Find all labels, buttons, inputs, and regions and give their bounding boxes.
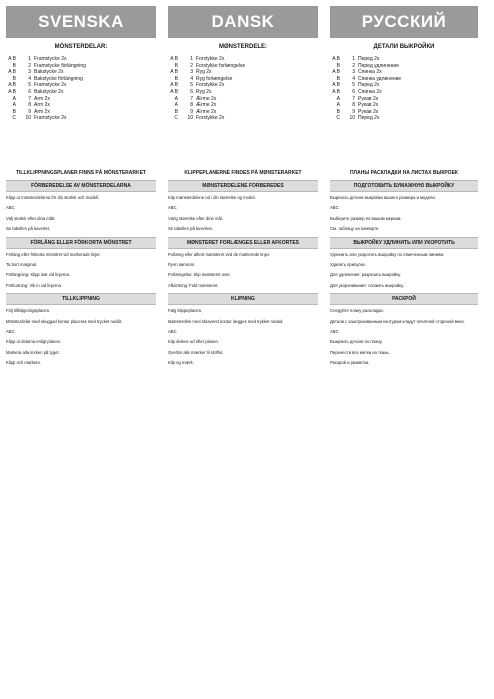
piece-item xyxy=(330,115,478,122)
piece-variant: B xyxy=(174,108,178,115)
piece-item xyxy=(6,56,156,63)
paragraph: Följ tillklippningsplanen. xyxy=(6,308,51,314)
piece-name: Ryg forlængelse xyxy=(196,75,233,82)
piece-name: Bakstycke 2x xyxy=(34,69,64,76)
piece-name: Ärm 2x xyxy=(34,102,50,109)
piece-number: 1 xyxy=(28,56,31,62)
paragraph: Выкроить детали по плану. xyxy=(330,339,383,345)
piece-name: Bakstycke förlängning xyxy=(34,75,83,82)
piece-name: Спинка 2x xyxy=(358,88,382,95)
column-header: DANSK xyxy=(168,6,318,38)
cutting-plan-note: TILLKLIPPNINGSPLANER FINNS PÅ MÖNSTERARKET xyxy=(15,170,146,176)
piece-number: 9 xyxy=(352,108,355,115)
piece-item xyxy=(6,82,156,89)
piece-item xyxy=(6,76,156,83)
piece-item xyxy=(168,63,318,70)
piece-item xyxy=(6,63,156,70)
cutting-plan-note: KLIPPEPLANERNE FINDES PÅ MØNSTERARKET xyxy=(184,170,302,176)
piece-variant: B xyxy=(336,62,340,69)
piece-variant: A B xyxy=(170,82,178,89)
piece-number: 7 xyxy=(28,95,31,102)
piece-name: Framstycke 2x xyxy=(34,82,67,89)
section-bar-lengthen: MØNSTERET FORLÆNGES ELLER AFKORTES xyxy=(168,237,318,249)
cutting-plan-note: ПЛАНЫ РАСКЛАДКИ НА ЛИСТАХ ВЫКРОЕК xyxy=(350,170,458,176)
piece-variant: A B xyxy=(332,82,340,89)
paragraph: Förkortning: Vik in vid linjerna. xyxy=(6,282,63,288)
piece-item xyxy=(330,109,478,116)
piece-name: Рукав 2x xyxy=(358,108,379,115)
paragraph: См. таблицу на конверте. xyxy=(330,226,380,232)
piece-number: 5 xyxy=(28,82,31,89)
piece-number: 2 xyxy=(28,62,31,69)
section-bar-cutting: TILLKLIPPNING xyxy=(6,293,156,305)
piece-name: Framstycke 2x xyxy=(34,115,67,122)
section-bar-lengthen: FÖRLÄNG ELLER FÖRKORTA MÖNSTRET xyxy=(6,237,156,249)
piece-name: Ryg 2x xyxy=(196,88,212,95)
paragraph: Klip og mærk. xyxy=(168,360,194,366)
paragraph: Klipp och markera. xyxy=(6,360,41,366)
piece-item xyxy=(6,96,156,103)
paragraph: Se tabellen på kuvertet. xyxy=(6,226,50,232)
piece-name: Framstycke 2x xyxy=(34,56,67,62)
piece-item xyxy=(168,82,318,89)
piece-item xyxy=(168,109,318,116)
piece-number: 7 xyxy=(190,95,193,102)
pieces-heading: ДЕТАЛИ ВЫКРОЙКИ xyxy=(373,44,435,50)
piece-number: 6 xyxy=(28,88,31,95)
piece-variant: A xyxy=(336,95,340,102)
piece-variant: A B xyxy=(170,69,178,76)
pieces-heading: MØNSTERDELE: xyxy=(219,44,267,50)
piece-item xyxy=(168,76,318,83)
paragraph: Klipp ut delarna enligt planen. xyxy=(6,339,62,345)
paragraph: Förlängning: Klipp isär vid linjerna. xyxy=(6,272,71,278)
paragraph: Выберите размер по вашим меркам. xyxy=(330,215,402,221)
piece-name: Framstycke förlängning xyxy=(34,62,86,69)
paragraph: Для удлинения: разрезать выкройку. xyxy=(330,272,402,278)
section-bar-lengthen: ВЫКРОЙКУ УДЛИНИТЬ ИЛИ УКОРОТИТЬ xyxy=(330,237,478,249)
piece-variant: C xyxy=(174,115,178,122)
piece-number: 4 xyxy=(190,75,193,82)
paragraph: Klip delene ud efter planen. xyxy=(168,339,219,345)
piece-number: 2 xyxy=(190,62,193,69)
piece-variant: B xyxy=(336,108,340,115)
piece-item xyxy=(330,76,478,83)
piece-variant: A xyxy=(12,95,16,102)
piece-name: Спинка 2x xyxy=(358,69,382,76)
piece-number: 1 xyxy=(190,56,193,62)
paragraph: Перенести все метки на ткань. xyxy=(330,349,390,355)
paragraph: Ta bort marginal. xyxy=(6,262,38,268)
piece-item xyxy=(330,89,478,96)
piece-variant: A B xyxy=(332,69,340,76)
paragraph: Se tabellen på kuverten. xyxy=(168,226,214,232)
abc-label: ABC xyxy=(6,205,15,211)
piece-variant: B xyxy=(174,62,178,69)
piece-number: 4 xyxy=(28,75,31,82)
piece-item xyxy=(330,69,478,76)
column-russian xyxy=(330,6,478,696)
piece-item xyxy=(330,56,478,63)
piece-variant: A B xyxy=(170,56,178,62)
piece-number: 8 xyxy=(190,102,193,109)
column-header: SVENSKA xyxy=(6,6,156,38)
piece-item xyxy=(330,63,478,70)
pieces-list xyxy=(6,56,156,166)
section-bar-cutting: KLIPNING xyxy=(168,293,318,305)
section-bar-cutting: РАСКРОЙ xyxy=(330,293,478,305)
paragraph: Afkortning: Fold mønsteret. xyxy=(168,282,219,288)
piece-variant: B xyxy=(12,108,16,115)
piece-item xyxy=(168,69,318,76)
paragraph: Klip mønsterdelene ud i din størrelse og model. xyxy=(168,195,256,200)
piece-number: 6 xyxy=(352,88,355,95)
paragraph: Удалить припуски. xyxy=(330,262,366,268)
piece-variant: A xyxy=(174,95,178,102)
pieces-heading: MÖNSTERDELAR: xyxy=(54,44,108,50)
piece-number: 6 xyxy=(190,88,193,95)
piece-variant: A B xyxy=(8,88,16,95)
piece-item xyxy=(330,82,478,89)
piece-name: Перед 2x xyxy=(358,115,380,122)
piece-number: 8 xyxy=(28,102,31,109)
piece-number: 5 xyxy=(190,82,193,89)
piece-name: Перед 2x xyxy=(358,56,380,62)
piece-number: 4 xyxy=(352,75,355,82)
piece-item xyxy=(6,115,156,122)
paragraph: Детали с заштрихованным контуром кладут печатной стороной вниз. xyxy=(330,318,465,324)
piece-variant: A xyxy=(336,102,340,109)
piece-item xyxy=(6,109,156,116)
piece-item xyxy=(330,102,478,109)
piece-number: 3 xyxy=(190,69,193,76)
paragraph: Раскрой и разметка. xyxy=(330,360,370,366)
pieces-list xyxy=(330,56,478,166)
piece-item xyxy=(330,96,478,103)
paragraph: Mønsterdele med skraveret kontur lægges med trykket nedad. xyxy=(168,318,284,324)
piece-name: Спинка удлинение xyxy=(358,75,402,82)
piece-number: 8 xyxy=(352,102,355,109)
piece-number: 2 xyxy=(352,62,355,69)
piece-item xyxy=(6,102,156,109)
abc-label: ABC xyxy=(330,205,339,211)
piece-number: 3 xyxy=(28,69,31,76)
piece-number: 1 xyxy=(352,56,355,62)
paragraph: Markera alla tecken på tyget. xyxy=(6,349,60,355)
piece-name: Ærme 2x xyxy=(196,95,217,102)
piece-number: 5 xyxy=(352,82,355,89)
paragraph: Следуйте плану раскладки. xyxy=(330,308,384,314)
piece-variant: B xyxy=(12,75,16,82)
piece-item xyxy=(168,115,318,122)
piece-variant: A xyxy=(174,102,178,109)
abc-label: ABC xyxy=(330,329,339,335)
abc-label: ABC xyxy=(168,205,177,211)
piece-item xyxy=(168,96,318,103)
piece-name: Bakstycke 2x xyxy=(34,88,64,95)
piece-name: Перед 2x xyxy=(358,82,380,89)
section-bar-preparation: ПОДГОТОВИТЬ БУМАЖНУЮ ВЫКРОЙКУ xyxy=(330,180,478,192)
piece-variant: A B xyxy=(332,56,340,62)
piece-name: Ärm 2x xyxy=(34,108,50,115)
paragraph: Förläng eller förkorta mönstret vid markerade linjer. xyxy=(6,251,101,257)
instruction-page xyxy=(6,6,484,696)
piece-name: Forstykke 2x xyxy=(196,56,225,62)
piece-variant: B xyxy=(336,75,340,82)
paragraph: Overfør alle mærker til stoffet. xyxy=(168,349,224,355)
section-bar-preparation: MØNSTERDELENE FORBEREDES xyxy=(168,180,318,192)
piece-name: Ærme 2x xyxy=(196,102,217,109)
piece-item xyxy=(168,56,318,63)
paragraph: Välj storlek efter dina mått. xyxy=(6,215,56,221)
piece-variant: C xyxy=(336,115,340,122)
column-header: РУССКИЙ xyxy=(330,6,478,38)
piece-item xyxy=(6,89,156,96)
piece-variant: A B xyxy=(170,88,178,95)
piece-number: 7 xyxy=(352,95,355,102)
abc-label: ABC xyxy=(168,329,177,335)
paragraph: Для укорачивания: сложить выкройку. xyxy=(330,282,404,288)
piece-name: Перед удлинение xyxy=(358,62,399,69)
piece-variant: A B xyxy=(8,82,16,89)
paragraph: Vælg størrelse efter dine mål. xyxy=(168,215,223,221)
paragraph: Klipp ut mönsterdelarna för din storlek och modell. xyxy=(6,195,100,200)
piece-number: 10 xyxy=(187,115,193,122)
piece-item xyxy=(168,89,318,96)
paragraph: Вырезать детали выкройки вашего размера и модели. xyxy=(330,195,436,200)
piece-variant: B xyxy=(174,75,178,82)
piece-variant: A xyxy=(12,102,16,109)
piece-number: 3 xyxy=(352,69,355,76)
section-bar-preparation: FÖRBEREDELSE AV MÖNSTERDELARNA xyxy=(6,180,156,192)
piece-item xyxy=(6,69,156,76)
piece-name: Ryg 2x xyxy=(196,69,212,76)
piece-name: Forstykke 2x xyxy=(196,82,225,89)
piece-number: 10 xyxy=(25,115,31,122)
piece-name: Рукав 2x xyxy=(358,102,379,109)
paragraph: Fjern sømrum. xyxy=(168,262,196,268)
column-danish xyxy=(168,6,318,696)
paragraph: Forlængelse: Klip mønsteret over. xyxy=(168,272,231,278)
piece-name: Forstykke 2x xyxy=(196,115,225,122)
paragraph: Mönsterdelar med skuggad kontur placeras med trycket nedåt. xyxy=(6,318,123,324)
piece-variant: C xyxy=(12,115,16,122)
piece-number: 9 xyxy=(190,108,193,115)
piece-variant: B xyxy=(12,62,16,69)
piece-name: Ærme 2x xyxy=(196,108,217,115)
paragraph: Følg klippeplanen. xyxy=(168,308,203,314)
piece-variant: A B xyxy=(332,88,340,95)
piece-item xyxy=(168,102,318,109)
piece-variant: A B xyxy=(8,56,16,62)
paragraph: Forlæng eller afkort mønsteret ved de markerede linjer. xyxy=(168,251,271,257)
piece-variant: A B xyxy=(8,69,16,76)
piece-name: Рукав 2x xyxy=(358,95,379,102)
paragraph: Удлинить или укоротить выкройку по отмеченным линиям. xyxy=(330,251,445,257)
piece-name: Ärm 2x xyxy=(34,95,50,102)
piece-number: 10 xyxy=(349,115,355,122)
pieces-list xyxy=(168,56,318,166)
column-swedish xyxy=(6,6,156,696)
piece-name: Forstykke forlængelse xyxy=(196,62,246,69)
piece-number: 9 xyxy=(28,108,31,115)
abc-label: ABC xyxy=(6,329,15,335)
